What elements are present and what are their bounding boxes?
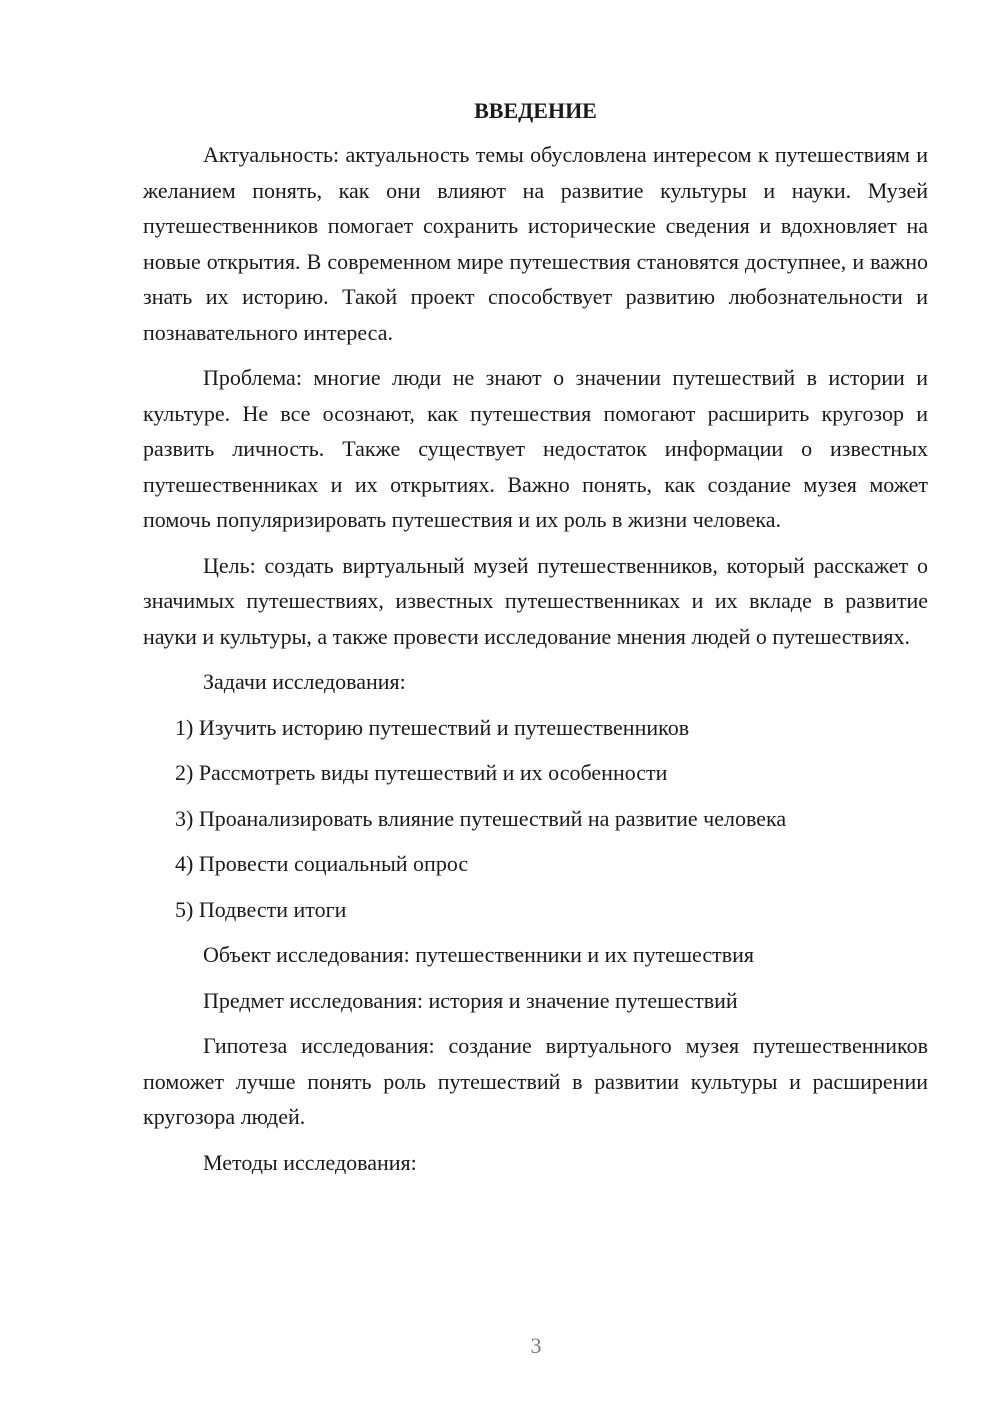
subject-line: Предмет исследования: история и значение путешествий [203, 987, 738, 1013]
task-item: 5) Подвести итоги [175, 896, 347, 922]
task-item: 4) Провести социальный опрос [175, 851, 469, 876]
task-item: 2) Рассмотреть виды путешествий и их особенности [175, 760, 668, 785]
object-line: Объект исследования: путешественники и их путешествия [203, 942, 754, 967]
relevance-paragraph: Актуальность: актуальность темы обусловлена интересом к путешествиям и желанием понять, как они влияют на развитие культуры и науки. Музей путешественников помогает сохранить исторические сведения и вдохновляет на новые открытия. В современном мире путешествия становятся доступнее, и важно знать их историю. Такой проект способствует развитию любознательности и познавательного интереса. [143, 142, 928, 345]
task-item: 3) Проанализировать влияние путешествий на развитие человека [175, 805, 787, 831]
problem-paragraph: Проблема: многие люди не знают о значении путешествий в истории и культуре. Не все осознают, как путешествия помогают расширить кругозор и развить личность. Также существует недостаток информации о известных путешественниках и их открытиях. Важно понять, как создание музея может помочь популяризировать путешествия и их роль в жизни человека. [143, 365, 928, 532]
task-item: 1) Изучить историю путешествий и путешественников [175, 714, 690, 740]
page-number: 3 [530, 1333, 542, 1358]
section-title: ВВЕДЕНИЕ [474, 98, 597, 123]
page-content [143, 96, 928, 1190]
hypothesis-paragraph: Гипотеза исследования: создание виртуального музея путешественников поможет лучше понять роль путешествий в развитии культуры и расширении кругозора людей. [143, 1033, 928, 1129]
methods-heading: Методы исследования: [203, 1149, 417, 1175]
goal-paragraph: Цель: создать виртуальный музей путешественников, который расскажет о значимых путешествиях, известных путешественниках и их вкладе в развитие науки и культуры, а также провести исследование мнения людей о путешествиях. [143, 552, 928, 649]
tasks-heading: Задачи исследования: [203, 669, 406, 694]
tasks-list [143, 710, 928, 928]
